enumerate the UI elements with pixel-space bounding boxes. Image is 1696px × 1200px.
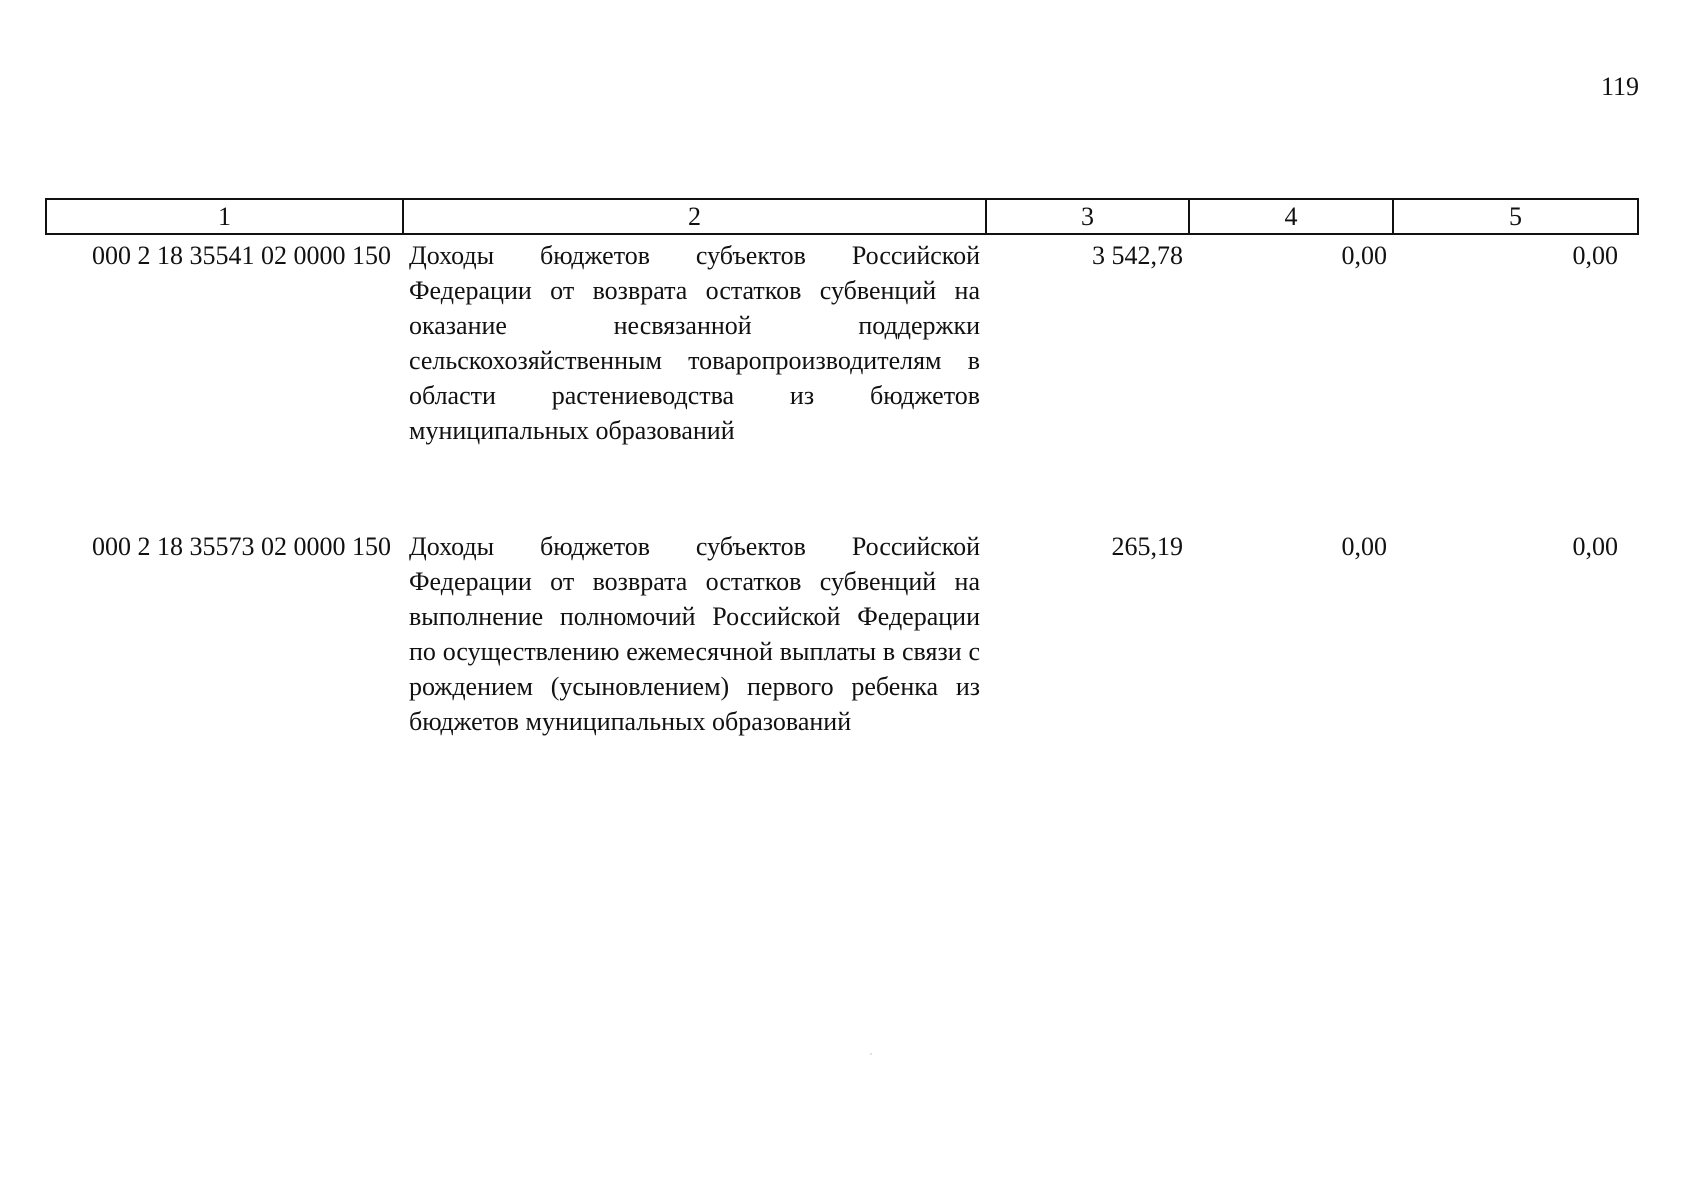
page-number: 119 <box>1600 72 1639 101</box>
header-col-1: 1 <box>46 199 403 234</box>
table-row <box>46 234 1638 526</box>
header-col-4: 4 <box>1189 199 1393 234</box>
row-value-col3: 3 542,78 <box>1092 241 1183 270</box>
row-value-col4: 0,00 <box>1341 532 1387 561</box>
header-col-5: 5 <box>1393 199 1638 234</box>
table-header <box>46 199 1638 234</box>
row-value-col5: 0,00 <box>1572 532 1618 561</box>
budget-table <box>45 198 1639 779</box>
scan-speck <box>870 1053 872 1055</box>
table-row <box>46 526 1638 779</box>
row-value-col4: 0,00 <box>1341 241 1387 270</box>
header-col-2: 2 <box>403 199 986 234</box>
header-row <box>46 199 1638 234</box>
row-description: Доходы бюджетов субъектов Российской Федерации от возврата остатков субвенций на выполнение полномочий Российской Федерации по осуществлению ежемесячной выплаты в связи с рождением (усыновлением) первого ребенка из бюджетов муниципальных образований <box>409 532 980 736</box>
row-description: Доходы бюджетов субъектов Российской Федерации от возврата остатков субвенций на оказание несвязанной поддержки сельскохозяйственным товаропроизводителям в области растениеводства из бюджетов муниципальных образований <box>409 241 980 445</box>
header-col-3: 3 <box>986 199 1189 234</box>
row-value-col5: 0,00 <box>1572 241 1618 270</box>
row-code: 000 2 18 35573 02 0000 150 <box>92 532 391 561</box>
row-code: 000 2 18 35541 02 0000 150 <box>92 241 391 270</box>
table-body <box>46 234 1638 779</box>
row-value-col3: 265,19 <box>1111 532 1183 561</box>
